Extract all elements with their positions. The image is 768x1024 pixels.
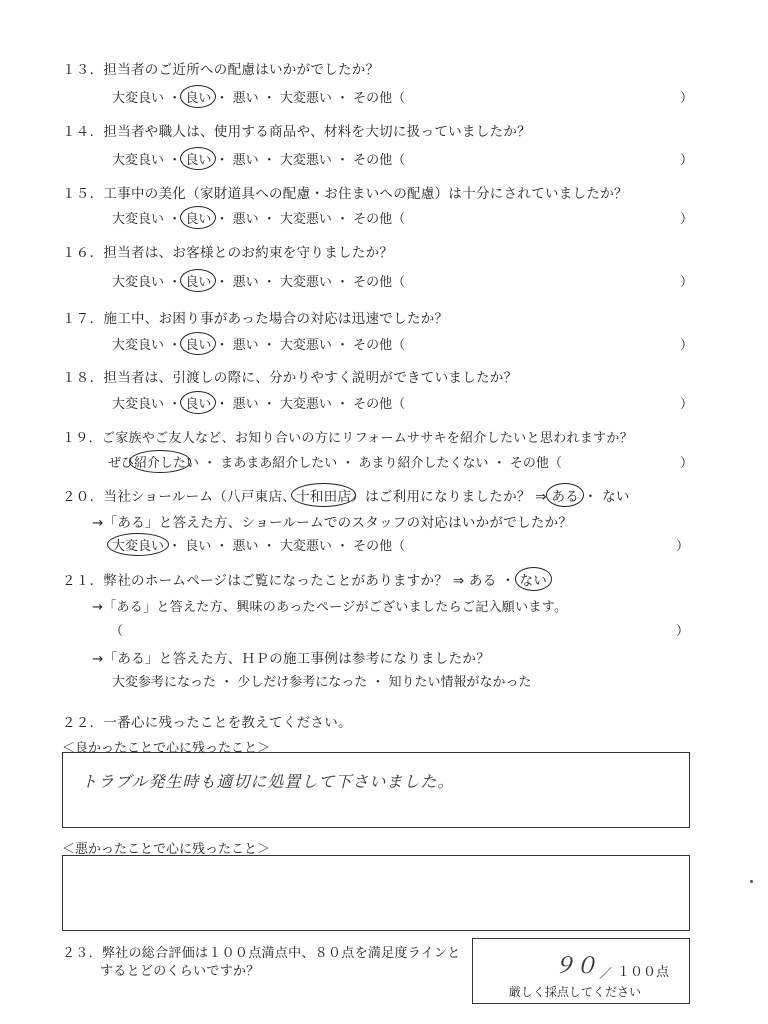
q17-label: １７．施工中、お困り事があった場合の対応は迅速でしたか？: [62, 311, 449, 327]
q23-label-line1: ２３．弊社の総合評価は１００点満点中、８０点を満足度ラインと: [62, 946, 461, 961]
q20-opt-rest: ・ 良い ・ 悪い ・ 大変悪い ・ その他（: [168, 539, 406, 554]
q20-label: ２０．当社ショールーム（八戸東店、十和田店）はご利用になりましたか？ ⇒ ある ・ ない: [62, 485, 630, 505]
q21-label: ２１．弊社のホームページはご覧になったことがありますか？ ⇒ ある ・ ない: [62, 569, 547, 589]
q17-opt-good-selected[interactable]: 良い: [180, 332, 216, 355]
q22-good-handwritten: トラブル発生時も適切に処置して下さいました。: [81, 772, 455, 791]
q15-close-paren: ）: [680, 212, 694, 227]
q15-label: １５．工事中の美化（家財道具への配慮・お住まいへの配慮）は十分にされていましたか？: [62, 186, 628, 202]
q14-opt-rest: ・ 悪い ・ 大変悪い ・ その他（: [215, 153, 406, 168]
q15-opt-very-good[interactable]: 大変良い: [112, 212, 165, 227]
q21-sub2: →「ある」と答えた方、ＨＰの施工事例は参考になりましたか？: [92, 651, 491, 667]
q22-label: ２２．一番心に残ったことを教えてください。: [62, 715, 352, 731]
q20-sub-options: [112, 535, 405, 554]
q18-opt-very-good[interactable]: 大変良い: [112, 397, 165, 412]
q22-bad-textbox[interactable]: [62, 855, 690, 931]
q14-opt-good-selected[interactable]: 良い: [180, 147, 216, 170]
q15-opt-good-selected[interactable]: 良い: [180, 206, 216, 229]
q20-opt-very-good-selected[interactable]: 大変良い: [107, 533, 169, 556]
q14-close-paren: ）: [680, 153, 694, 168]
q21-paren-open: （: [110, 624, 124, 639]
q20-opt-no[interactable]: ・ ない: [583, 489, 630, 505]
q20-sub-question: →「ある」と答えた方、ショールームでのスタッフの対応はいかがでしたか？: [92, 515, 573, 531]
q13-label: １３．担当者のご近所への配慮はいかがでしたか？: [62, 62, 380, 78]
q13-opt-very-good[interactable]: 大変良い: [112, 91, 165, 106]
q16-options: 大変良い ・ 良い ・ 悪い ・ 大変悪い ・ その他（: [112, 271, 405, 290]
q21-sub1: →「ある」と答えた方、興味のあったページがございましたらご記入願います。: [92, 600, 568, 615]
q16-opt-good-selected[interactable]: 良い: [180, 269, 216, 292]
q23-label-line2: するとどのくらいですか？: [100, 964, 260, 979]
q13-opt-good-selected[interactable]: 良い: [180, 85, 216, 108]
q14-label: １４．担当者や職人は、使用する商品や、材料を大切に扱っていましたか？: [62, 124, 531, 140]
q23-slash: ／: [599, 967, 613, 982]
q18-close-paren: ）: [680, 397, 694, 412]
q23-max: １００点: [617, 965, 670, 980]
q16-opt-rest: ・ 悪い ・ 大変悪い ・ その他（: [215, 275, 406, 290]
q18-opt-good-selected[interactable]: 良い: [180, 391, 216, 414]
q17-close-paren: ）: [680, 338, 694, 353]
q14-options: 大変良い ・ 良い ・ 悪い ・ 大変悪い ・ その他（: [112, 149, 405, 168]
q19-options: [108, 452, 562, 471]
q22-bad-label: ＜悪かったことで心に残ったこと＞: [62, 842, 271, 857]
q22-good-label: ＜良かったことで心に残ったこと＞: [62, 741, 271, 756]
q19-close-paren: ）: [680, 456, 694, 471]
q18-options: 大変良い ・ 良い ・ 悪い ・ 大変悪い ・ その他（: [112, 393, 405, 412]
q14-opt-very-good[interactable]: 大変良い: [112, 153, 165, 168]
stray-dot: [750, 880, 753, 883]
q16-close-paren: ）: [680, 275, 694, 290]
q16-opt-very-good[interactable]: 大変良い: [112, 275, 165, 290]
q17-opt-rest: ・ 悪い ・ 大変悪い ・ その他（: [215, 338, 406, 353]
q20-close-paren: ）: [676, 539, 690, 554]
q19-opt-definitely-selected[interactable]: 紹介した: [129, 450, 191, 473]
q21-paren-close: ）: [676, 624, 690, 639]
q23-note: 厳しく採点してください: [509, 985, 642, 999]
q20-store-towada-circled: 十和田店: [291, 483, 356, 507]
q21-options2: 大変参考になった ・ 少しだけ参考になった ・ 知りたい情報がなかった: [112, 675, 532, 690]
q18-opt-rest: ・ 悪い ・ 大変悪い ・ その他（: [215, 397, 406, 412]
q17-opt-very-good[interactable]: 大変良い: [112, 338, 165, 353]
q19-opt-rest: い ・ まあまあ紹介したい ・ あまり紹介したくない ・ その他（: [186, 456, 562, 471]
q23-score-handwritten: ９０: [553, 954, 598, 979]
q21-opt-no-selected[interactable]: ない: [515, 567, 553, 591]
q22-good-textbox[interactable]: [62, 752, 690, 828]
q16-label: １６．担当者は、お客様とのお約束を守りましたか？: [62, 245, 394, 261]
q13-opt-rest: ・ 悪い ・ 大変悪い ・ その他（: [215, 91, 406, 106]
q20-opt-yes-selected[interactable]: ある: [546, 483, 584, 507]
q15-opt-rest: ・ 悪い ・ 大変悪い ・ その他（: [215, 212, 406, 227]
q19-label: １９．ご家族やご友人など、お知り合いの方にリフォームササキを紹介したいと思われますか？: [62, 431, 633, 446]
q15-options: 大変良い ・ 良い ・ 悪い ・ 大変悪い ・ その他（: [112, 208, 405, 227]
q17-options: 大変良い ・ 良い ・ 悪い ・ 大変悪い ・ その他（: [112, 334, 405, 353]
q13-close-paren: ）: [680, 91, 694, 106]
q19-opt-definitely-prefix: ぜひ: [108, 456, 135, 471]
q18-label: １８．担当者は、引渡しの際に、分かりやすく説明ができていましたか？: [62, 370, 518, 386]
q13-options: 大変良い ・ 良い ・ 悪い ・ 大変悪い ・ その他（: [112, 87, 405, 106]
q23-score-box[interactable]: [472, 938, 690, 1004]
